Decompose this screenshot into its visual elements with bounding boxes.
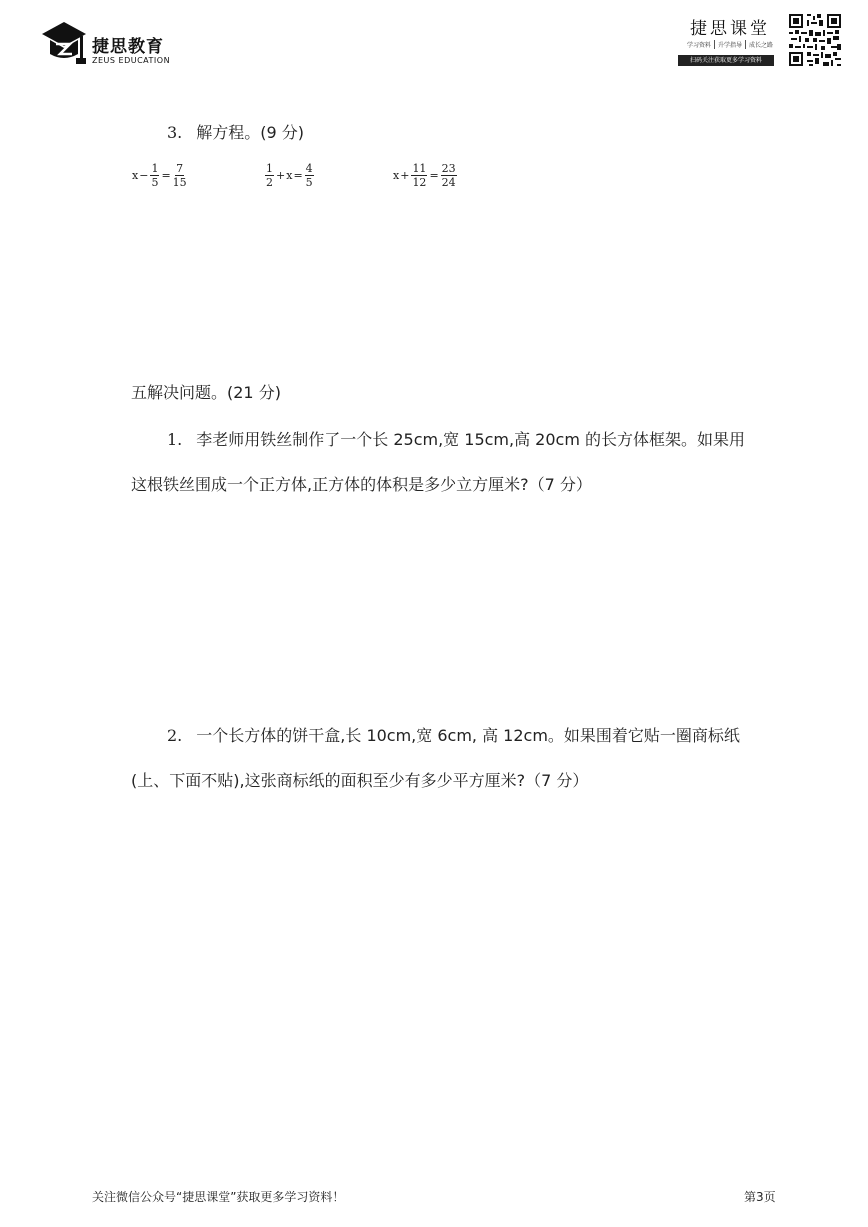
section-3-title: 解方程。(9 分) [196,123,305,142]
denominator: 24 [441,175,456,189]
class-tag: 升学指导 [714,40,742,49]
class-tag: 学习资料 [686,42,711,49]
equals-sign: = [429,168,439,182]
fraction [305,162,314,189]
fraction [150,162,159,189]
question-number: 3. [167,123,183,142]
qr-code-icon [789,14,841,66]
problem-2-line-1 [167,723,740,746]
fraction [173,162,187,189]
class-brand-title: 捷思课堂 [690,19,770,39]
class-tag: 成长之路 [745,40,773,49]
numerator: 11 [412,161,427,175]
equation-2 [264,157,315,193]
question-number: 1. [167,430,183,449]
operator: + [276,168,286,182]
logo-english-name: ZEUS EDUCATION [92,56,171,65]
fraction [411,162,427,189]
numerator: 23 [441,161,456,175]
denominator: 15 [172,175,187,189]
logo-name: 捷思教育 [92,37,164,57]
variable-x: x [393,168,400,182]
denominator: 5 [151,175,159,189]
numerator: 7 [176,161,184,175]
equation-1 [132,157,188,193]
denominator: 2 [266,175,273,189]
denominator: 5 [305,175,313,189]
variable-x: x [286,168,293,182]
problem-1-line-1 [167,427,745,450]
variable-x: x [132,168,139,182]
section-3-heading [167,120,304,143]
equals-sign: = [293,168,303,182]
fraction [441,162,457,189]
class-brand-tags [680,40,780,49]
class-brand-bar: 扫码关注获取更多学习资料 [678,55,774,66]
problem-1-line-2: 这根铁丝围成一个正方体,正方体的体积是多少立方厘米?（7 分） [131,475,592,494]
equals-sign: = [161,168,171,182]
problem-2-line-2: (上、下面不贴),这张商标纸的面积至少有多少平方厘米?（7 分） [131,771,589,790]
numerator: 4 [305,161,313,175]
numerator: 1 [151,161,159,175]
footer-note: 关注微信公众号“捷思课堂”获取更多学习资料！ [92,1190,345,1204]
operator: − [139,168,149,182]
equation-3 [393,157,458,193]
problem-2-text: 一个长方体的饼干盒,长 10cm,宽 6cm, 高 12cm。如果围着它贴一圈商标纸 [196,726,740,745]
problem-1-text: 李老师用铁丝制作了一个长 25cm,宽 15cm,高 20cm 的长方体框架。如果用 [196,430,746,449]
denominator: 12 [412,175,427,189]
numerator: 1 [266,161,273,175]
fraction [265,162,274,189]
question-number: 2. [167,726,183,745]
page-number: 第3页 [744,1190,776,1204]
section-5-title: 五解决问题。(21 分) [131,383,281,402]
operator: + [400,168,410,182]
